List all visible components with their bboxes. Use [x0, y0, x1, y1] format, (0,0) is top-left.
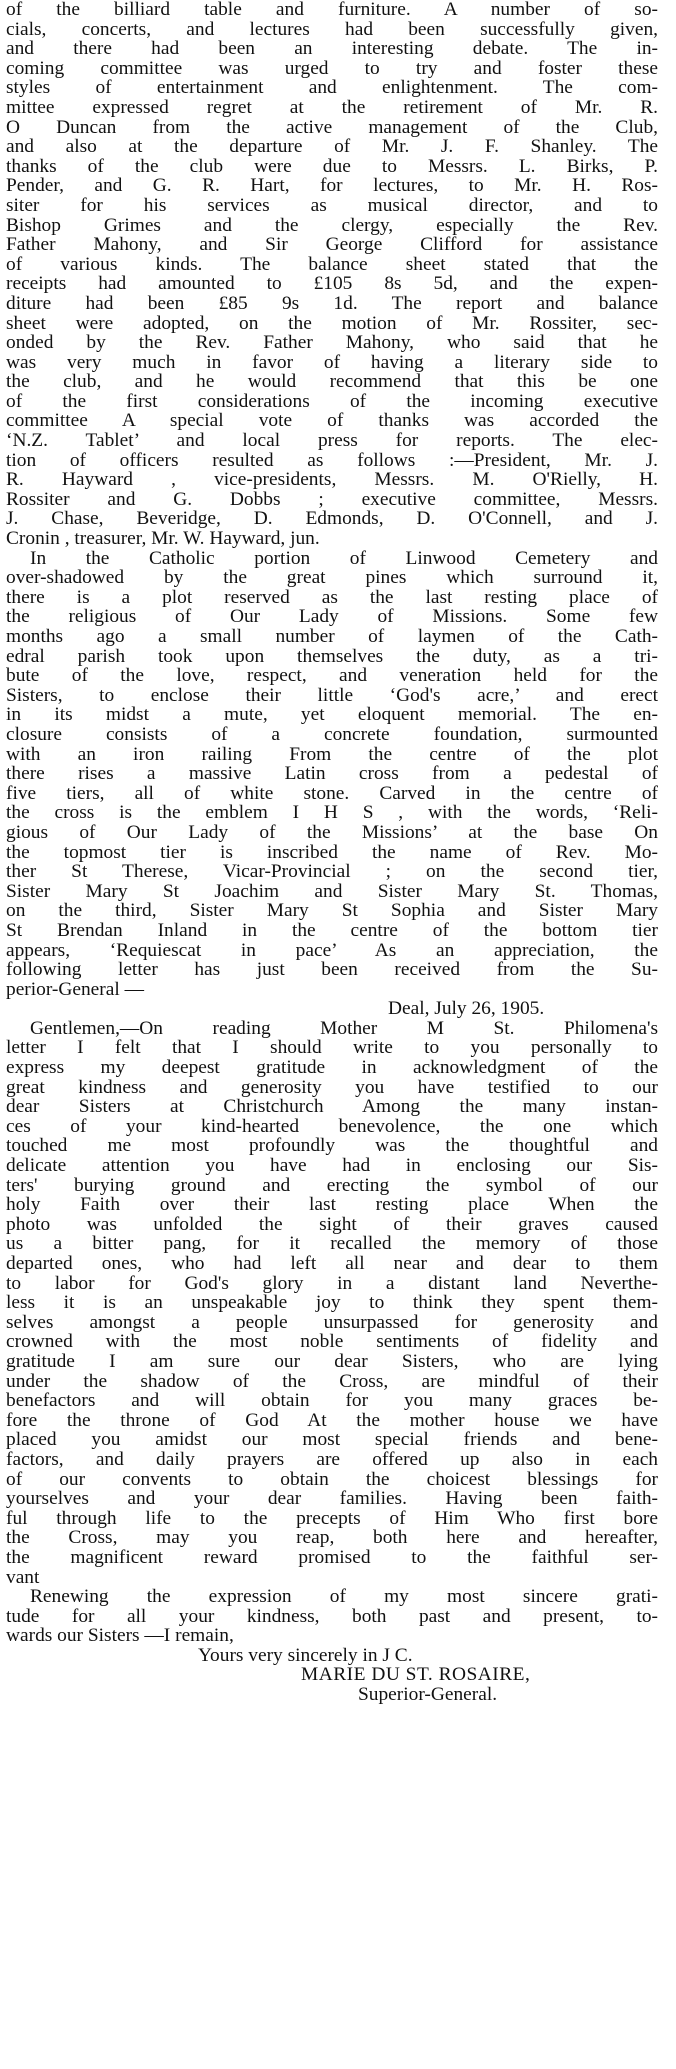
text-line: of our convents to obtain the choicest blessings for	[6, 1468, 658, 1490]
text-line: ces of your kind-hearted benevolence, the one which	[6, 1115, 658, 1137]
text-line: thanks of the club were due to Messrs. L. Birks, P.	[6, 155, 658, 177]
text-line: gious of Our Lady of the Missions’ at the base On	[6, 821, 658, 843]
text-line: the cross is the emblem I H S , with the words, ‘Reli-	[6, 802, 658, 824]
text-line: the club, and he would recommend that this be one	[6, 371, 658, 393]
text-line: Bishop Grimes and the clergy, especially the Rev.	[6, 214, 658, 236]
text-line: factors, and daily prayers are offered up also in each	[6, 1448, 658, 1470]
text-line: ‘N.Z. Tablet’ and local press for reports. The elec-	[6, 430, 658, 452]
text-line: to labor for God's glory in a distant land Neverthe-	[6, 1272, 658, 1294]
text-line: committee A special vote of thanks was accorded the	[6, 410, 658, 432]
text-line: bute of the love, respect, and veneration held for the	[6, 665, 658, 687]
text-line: tion of officers resulted as follows :—President, Mr. J.	[6, 449, 658, 471]
text-line: holy Faith over their last resting place When the	[6, 1194, 658, 1216]
text-line: the magnificent reward promised to the faithful ser-	[6, 1546, 658, 1568]
paragraph-renewing	[6, 1587, 658, 1646]
letter-dateline: Deal, July 26, 1905.	[388, 998, 545, 1020]
text-line: coming committee was urged to try and foster these	[6, 57, 658, 79]
text-line: photo was unfolded the sight of their graves caused	[6, 1213, 658, 1235]
text-line: dear Sisters at Christchurch Among the many instan-	[6, 1096, 658, 1118]
text-line: appears, ‘Requiescat in pace’ As an appreciation, the	[6, 939, 658, 961]
text-line: Pender, and G. R. Hart, for lectures, to Mr. H. Ros-	[6, 175, 658, 197]
text-line: onded by the Rev. Father Mahony, who said that he	[6, 332, 658, 354]
text-line: departed ones, who had left all near and dear to them	[6, 1253, 658, 1274]
text-line: Cronin , treasurer, Mr. W. Hayward, jun.	[6, 528, 320, 550]
text-line: styles of entertainment and enlightenment. The com-	[6, 77, 658, 99]
text-line: with an iron railing From the centre of the plot	[6, 743, 658, 765]
text-line: us a bitter pang, for it recalled the memory of those	[6, 1233, 658, 1255]
text-line: touched me most profoundly was the thoughtful and	[6, 1135, 658, 1157]
text-line: the religious of Our Lady of Missions. Some few	[6, 606, 658, 628]
text-line: In the Catholic portion of Linwood Cemetery and	[30, 547, 658, 569]
text-line: selves amongst a people unsurpassed for generosity and	[6, 1311, 658, 1333]
text-line: on the third, Sister Mary St Sophia and Sister Mary	[6, 900, 658, 922]
text-line: five tiers, all of white stone. Carved in the centre of	[6, 782, 658, 804]
text-line: months ago a small number of laymen of the Cath-	[6, 626, 658, 647]
text-line: was very much in favor of having a literary side to	[6, 351, 658, 373]
text-line: tude for all your kindness, both past and present, to-	[6, 1605, 658, 1627]
text-line: R. Hayward , vice-presidents, Messrs. M. O'Rielly, H.	[6, 469, 658, 491]
text-line: cials, concerts, and lectures had been successfully given,	[6, 18, 658, 40]
text-line: fore the throne of God At the mother house we have	[6, 1409, 658, 1431]
letter	[6, 999, 658, 1587]
text-line: delicate attention you have had in enclosing our Sis-	[6, 1155, 658, 1177]
text-line: and there had been an interesting debate. The in-	[6, 38, 658, 60]
text-line: less it is an unspeakable joy to think they spent them-	[6, 1292, 658, 1314]
text-line: following letter has just been received from the Su-	[6, 959, 658, 981]
text-line: O Duncan from the active management of the Club,	[6, 116, 658, 138]
text-line: wards our Sisters —I remain,	[6, 1625, 234, 1647]
text-line: placed you amidst our most special friends and bene-	[6, 1429, 658, 1451]
text-line: J. Chase, Beveridge, D. Edmonds, D. O'Connell, and J.	[6, 508, 658, 530]
text-line: siter for his services as musical director, and to	[6, 194, 658, 216]
text-line: under the shadow of the Cross, are mindful of their	[6, 1370, 658, 1392]
signature-title: Superior-General.	[358, 1684, 498, 1706]
text-line: ters' burying ground and erecting the symbol of our	[6, 1174, 658, 1196]
text-line: the Cross, may you reap, both here and hereafter,	[6, 1527, 658, 1549]
text-line: there rises a massive Latin cross from a pedestal of	[6, 763, 658, 785]
text-line: over-shadowed by the great pines which surround it,	[6, 567, 658, 589]
text-line: gratitude I am sure our dear Sisters, who are lying	[6, 1350, 658, 1372]
text-line: vant	[6, 1566, 40, 1588]
text-line: letter I felt that I should write to you personally to	[6, 1037, 658, 1059]
text-line: the topmost tier is inscribed the name of Rev. Mo-	[6, 841, 658, 863]
text-line: closure consists of a concrete foundation, surmounted	[6, 723, 658, 745]
signature-name: MARIE DU ST. ROSAIRE,	[301, 1664, 531, 1686]
text-line: sheet were adopted, on the motion of Mr. Rossiter, sec-	[6, 312, 658, 334]
text-line: edral parish took upon themselves the duty, as a tri-	[6, 645, 658, 667]
text-line: crowned with the most noble sentiments of fidelity and	[6, 1331, 658, 1353]
text-line: of the billiard table and furniture. A number of so-	[6, 0, 658, 20]
text-line: great kindness and generosity you have testified to our	[6, 1076, 658, 1098]
text-line: in its midst a mute, yet eloquent memorial. The en-	[6, 704, 658, 726]
text-line: and also at the departure of Mr. J. F. Shanley. The	[6, 136, 658, 158]
text-line: Sister Mary St Joachim and Sister Mary St. Thomas,	[6, 880, 658, 902]
text-line: Gentlemen,—On reading Mother M St. Philomena's	[30, 1017, 658, 1039]
text-line: Sisters, to enclose their little ‘God's acre,’ and erect	[6, 684, 658, 706]
text-line: there is a plot reserved as the last resting place of	[6, 586, 658, 608]
text-line: benefactors and will obtain for you many graces be-	[6, 1390, 658, 1412]
text-line: Rossiter and G. Dobbs ; executive committee, Messrs.	[6, 488, 658, 510]
text-line: of the first considerations of the incoming executive	[6, 390, 658, 412]
paragraph-club-report	[6, 0, 658, 549]
text-line: mittee expressed regret at the retirement of Mr. R.	[6, 96, 658, 118]
text-line: Father Mahony, and Sir George Clifford for assistance	[6, 234, 658, 256]
text-line: of various kinds. The balance sheet stated that the	[6, 253, 658, 275]
letter-closing: Yours very sincerely in J C.	[198, 1644, 413, 1666]
text-line: Renewing the expression of my most sincere grati-	[30, 1586, 658, 1608]
text-line: ther St Therese, Vicar-Provincial ; on the second tier,	[6, 861, 658, 883]
text-line: receipts had amounted to £105 8s 5d, and the expen-	[6, 273, 658, 295]
text-line: diture had been £85 9s 1d. The report and balance	[6, 292, 658, 314]
text-line: St Brendan Inland in the centre of the bottom tier	[6, 919, 658, 941]
text-line: ful through life to the precepts of Him Who first bore	[6, 1507, 658, 1529]
text-line: perior-General —	[6, 978, 144, 1000]
text-line: yourselves and your dear families. Having been faith-	[6, 1488, 658, 1510]
paragraph-cemetery	[6, 549, 658, 1000]
text-line: express my deepest gratitude in acknowledgment of the	[6, 1057, 658, 1079]
